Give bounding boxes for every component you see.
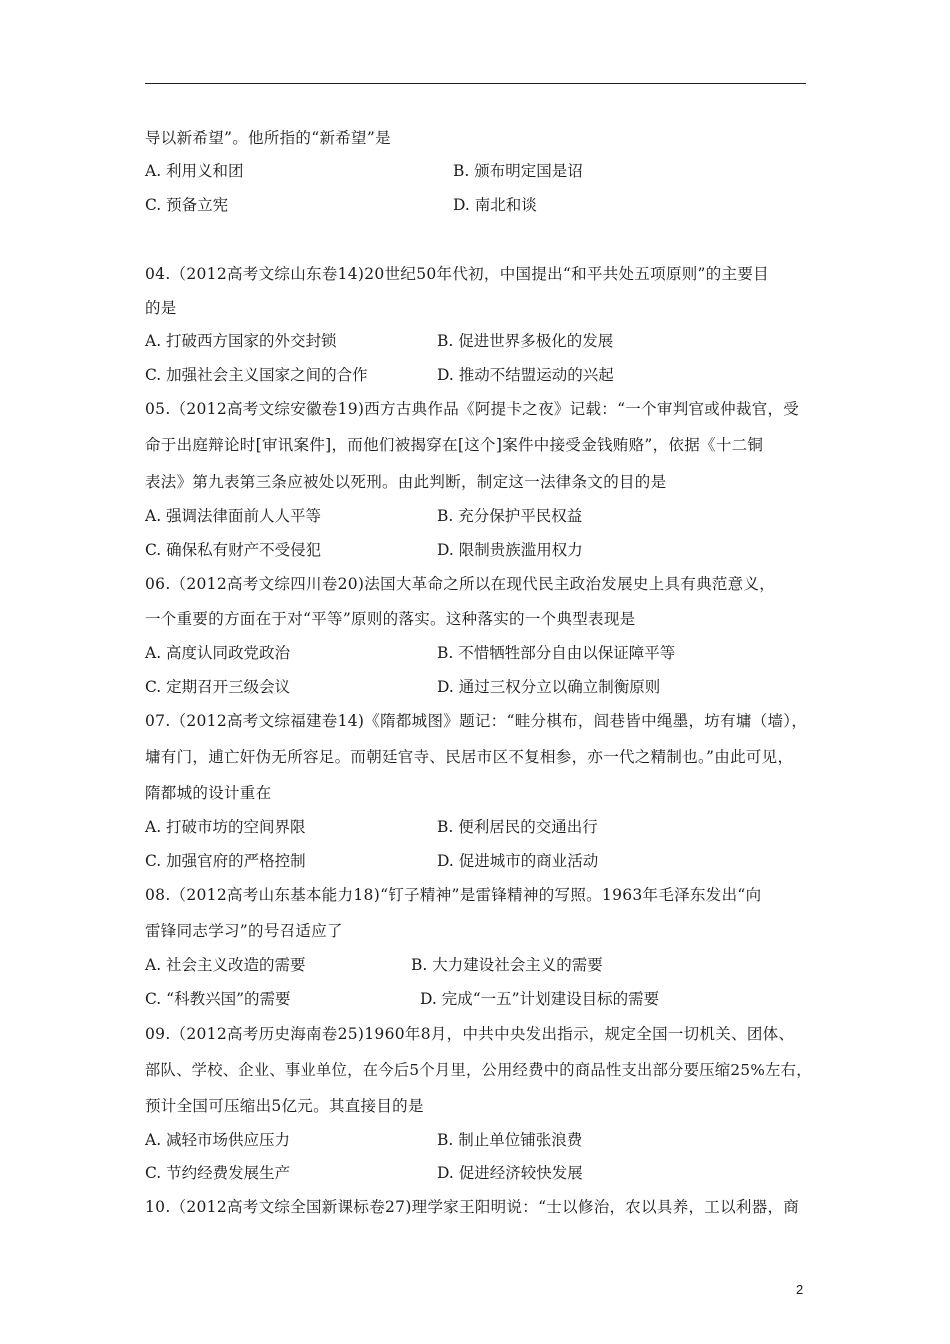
question-text: 命于出庭辩论时[审讯案件]，而他们被揭穿在[这个]案件中接受金钱贿赂”，依据《十二铜 <box>145 436 764 454</box>
option-d: D. 限制贵族滥用权力 <box>437 541 583 559</box>
question-text: 一个重要的方面在于对“平等”原则的落实。这种落实的一个典型表现是 <box>145 610 636 628</box>
question-text: 10.（2012高考文综全国新课标卷27)理学家王阳明说：“士以修治，农以具养，工以利器，商 <box>145 1198 800 1216</box>
option-d: D. 促进城市的商业活动 <box>437 852 599 870</box>
option-b: B. 颁布明定国是诏 <box>453 162 583 180</box>
question-text: 导以新希望”。他所指的“新希望”是 <box>145 129 391 147</box>
question-text: 09.（2012高考历史海南卷25)1960年8月，中共中央发出指示，规定全国一切机关、团体、 <box>145 1025 795 1043</box>
option-d: D. 完成“一五”计划建设目标的需要 <box>420 990 660 1008</box>
option-b: B. 便利居民的交通出行 <box>437 818 598 836</box>
question-text: 雷锋同志学习”的号召适应了 <box>145 922 343 940</box>
option-b: B. 促进世界多极化的发展 <box>437 332 614 350</box>
option-d: D. 推动不结盟运动的兴起 <box>437 366 614 384</box>
question-text: 墉有门，逋亡奸伪无所容足。而朝廷官寺、民居市区不复相参，亦一代之精制也。”由此可见， <box>145 748 794 766</box>
option-a: A. 打破市坊的空间界限 <box>145 818 306 836</box>
option-c: C. 预备立宪 <box>145 196 229 214</box>
option-d: D. 促进经济较快发展 <box>437 1164 583 1182</box>
option-c: C. 确保私有财产不受侵犯 <box>145 541 322 559</box>
option-a: A. 高度认同政党政治 <box>145 644 291 662</box>
option-c: C. 节约经费发展生产 <box>145 1164 291 1182</box>
option-c: C. 定期召开三级会议 <box>145 678 291 696</box>
option-b: B. 充分保护平民权益 <box>437 507 583 525</box>
question-text: 表法》第九表第三条应被处以死刑。由此判断，制定这一法律条文的目的是 <box>145 473 667 491</box>
question-text: 部队、学校、企业、事业单位，在今后5个月里，公用经费中的商品性支出部分要压缩25%左右， <box>145 1061 812 1079</box>
question-text: 隋都城的设计重在 <box>145 784 272 802</box>
option-d: D. 通过三权分立以确立制衡原则 <box>437 678 661 696</box>
header-rule <box>145 83 806 84</box>
option-b: B. 大力建设社会主义的需要 <box>411 956 603 974</box>
option-b: B. 制止单位铺张浪费 <box>437 1131 583 1149</box>
option-a: A. 利用义和团 <box>145 162 244 180</box>
option-b: B. 不惜牺牲部分自由以保证障平等 <box>437 644 676 662</box>
question-text: 08.（2012高考山东基本能力18)“钉子精神”是雷锋精神的写照。1963年毛泽东发出“向 <box>145 886 762 904</box>
option-a: A. 减轻市场供应压力 <box>145 1131 291 1149</box>
question-text: 07.（2012高考文综福建卷14)《隋都城图》题记：“畦分棋布，闾巷皆中绳墨，坊有墉（墙）， <box>145 712 808 730</box>
question-text: 的是 <box>145 299 177 317</box>
question-text: 05.（2012高考文综安徽卷19)西方古典作品《阿提卡之夜》记载：“一个审判官或仲裁官，受 <box>145 400 800 418</box>
option-c: C. “科教兴国”的需要 <box>145 990 291 1008</box>
option-c: C. 加强官府的严格控制 <box>145 852 306 870</box>
option-d: D. 南北和谈 <box>453 196 537 214</box>
option-a: A. 社会主义改造的需要 <box>145 956 306 974</box>
page-number: 2 <box>796 1282 804 1297</box>
option-a: A. 打破西方国家的外交封锁 <box>145 332 337 350</box>
option-c: C. 加强社会主义国家之间的合作 <box>145 366 368 384</box>
question-text: 06.（2012高考文综四川卷20)法国大革命之所以在现代民主政治发展史上具有典范意义， <box>145 575 776 593</box>
question-text: 04.（2012高考文综山东卷14)20世纪50年代初，中国提出“和平共处五项原则”的主要目 <box>145 265 769 283</box>
question-text: 预计全国可压缩出5亿元。其直接目的是 <box>145 1097 424 1115</box>
option-a: A. 强调法律面前人人平等 <box>145 507 322 525</box>
